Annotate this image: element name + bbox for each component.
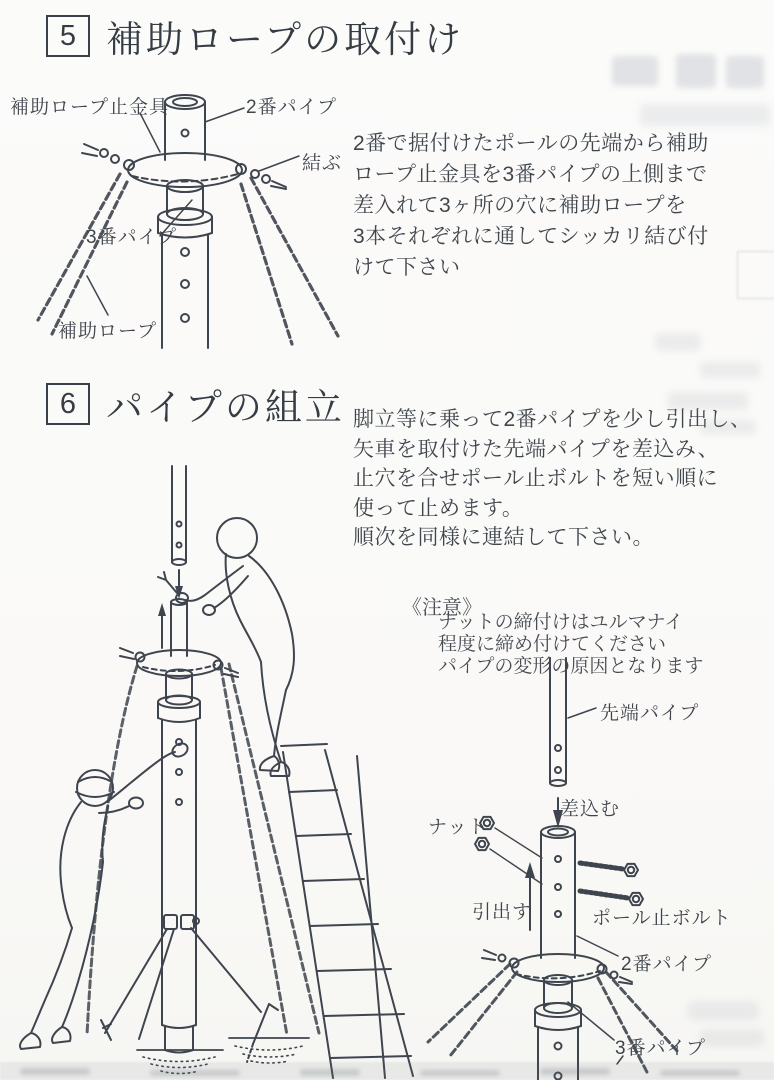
paragraph-line: 差入れて3ヶ所の穴に補助ロープを [353,194,687,217]
label-pipe3-right: 3番パイプ [615,1038,706,1059]
fig6r-pipe3-drawing [535,975,581,1080]
fig6r-pipe2-drawing [541,826,575,958]
figure6-exploded-view-illustration [420,650,774,1080]
paragraph-line: 3本それぞれに通してシッカリ結び付 [353,225,709,248]
label-pole-bolt: ポール止ボルト [592,908,732,929]
section6-number-box [46,383,90,425]
section5-header [46,9,464,63]
fig5-leader-lines [87,108,299,315]
bleed-mark [737,251,774,299]
fig6-worker-on-ladder-drawing [158,518,294,776]
label-aux-rope: 補助ロープ [58,321,158,342]
figure6-assembly-scene-illustration [15,450,435,1080]
label-pipe3: 3番パイプ [86,227,177,248]
label-pipe2-right: 2番パイプ [621,954,712,975]
caution-line: ナットの締付けはユルマナイ [438,612,684,633]
section6-title: パイプの組立 [106,387,345,428]
bleed-mark [612,56,658,86]
bleed-mark [655,333,701,351]
figure5-rope-attachment-illustration [8,86,350,348]
fig5-pipe2-drawing [165,95,205,160]
paragraph-line: 順次を同様に連結して下さい。 [353,526,654,549]
section6-number: 6 [59,387,77,420]
paragraph-line: 脚立等に乗って2番パイプを少し引出し、 [353,408,752,431]
paragraph-line: 止穴を合せポール止ボルトを短い順に [353,467,719,490]
fig5-pipe3-drawing [158,180,212,348]
paragraph-line: 矢車を取付けた先端パイプを差込み、 [353,437,720,461]
label-insert: 差込む [560,799,621,820]
paragraph-line: けて下さい [353,256,461,279]
paragraph-line: ロープ止金具を3番パイプの上側まで [353,163,708,186]
fig6-worker-pushing-drawing [20,741,190,1049]
bleed-mark [726,56,764,88]
bleed-mark [700,362,760,378]
fig6r-rope-clamp-drawing [482,950,632,984]
fig6r-tip-pipe-drawing [550,658,566,786]
bleed-mark [676,54,716,88]
paragraph-line: 2番で据付けたポールの先端から補助 [353,132,709,155]
bleed-mark [640,104,770,126]
label-nut: ナット [428,817,488,838]
label-rope-clamp: 補助ロープ止金具 [10,97,170,118]
label-pull-out: 引出す [472,902,533,923]
caution-heading: 《注意》 [402,597,482,619]
fig6-floating-pipe-drawing [172,466,186,599]
label-tie: 結ぶ [302,153,343,174]
caution-line: パイプの変形の原因となります [438,656,704,677]
paragraph-line: 使って止めます。 [353,496,524,520]
section5-paragraph [353,128,709,283]
caution-line: 程度に締め付けてください [438,634,667,655]
fig6-stepladder-drawing [281,744,413,1078]
fig5-rope-clamp-drawing [82,144,286,189]
section5-number-box [46,15,90,57]
section5-title: 補助ロープの取付け [106,19,465,60]
label-pipe2: 2番パイプ [246,97,337,118]
fig6-base-support-drawing [101,915,309,1074]
label-tip-pipe: 先端パイプ [600,703,700,724]
fig6r-bolts-drawing [580,863,643,905]
section6-header [46,377,345,431]
section5-number: 5 [59,19,77,52]
fig6-ropes-drawing [87,664,319,1035]
